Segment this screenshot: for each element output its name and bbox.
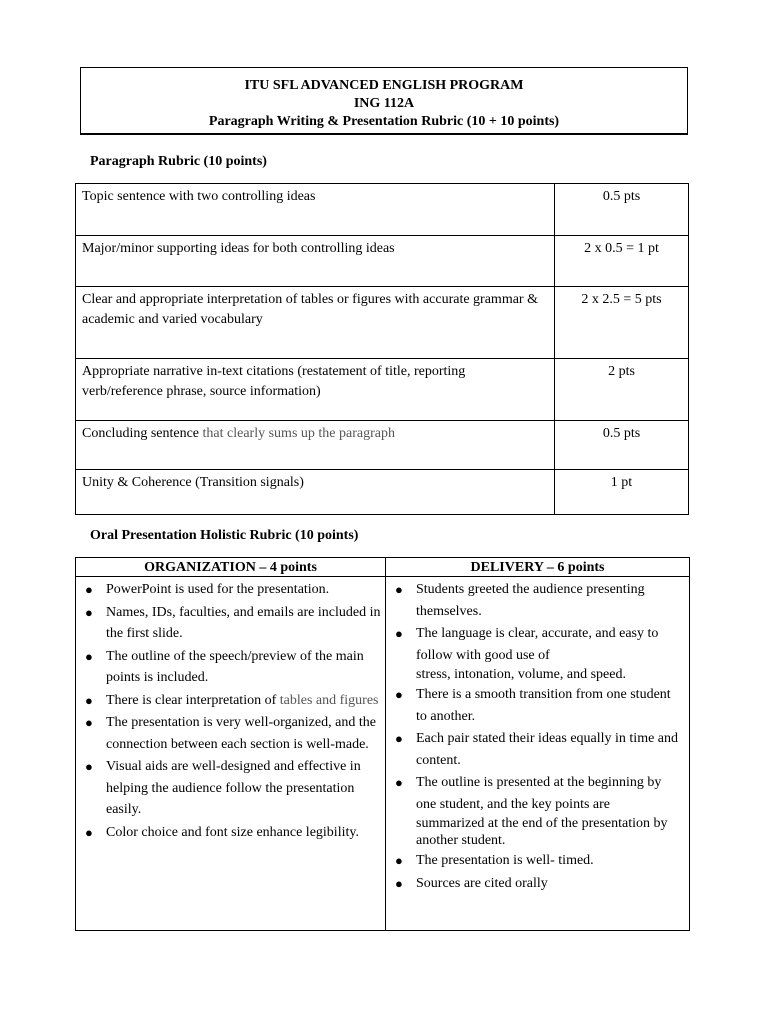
program-title: ITU SFL ADVANCED ENGLISH PROGRAM (244, 78, 524, 93)
document-header (80, 67, 688, 135)
table-row (76, 287, 689, 359)
organization-list (80, 579, 381, 843)
bullet-icon: ● (85, 692, 93, 708)
table-row (76, 184, 689, 236)
bullet-icon: ● (85, 604, 93, 620)
list-item: ● The language is clear, accurate, and easy to follow with good use of stress, intonation, volume, and speed. (390, 623, 685, 683)
oral-rubric-heading: Oral Presentation Holistic Rubric (10 points) (90, 528, 359, 543)
bullet-icon: ● (395, 775, 403, 790)
delivery-header: DELIVERY – 6 points (386, 558, 690, 577)
criterion-text-gray: that clearly sums up the paragraph (199, 426, 395, 441)
criterion-cell: Topic sentence with two controlling ideas (76, 184, 555, 236)
list-item: ● The outline of the speech/preview of the main points is included. (80, 646, 381, 689)
bullet-icon: ● (85, 759, 93, 774)
list-item: ● The presentation is very well-organized, and the connection between each section is well-made. (80, 712, 381, 755)
table-row (76, 236, 689, 287)
rubric-title: Paragraph Writing & Presentation Rubric (10 + 10 points) (208, 114, 560, 129)
bullet-icon: ● (395, 582, 403, 597)
bullet-icon: ● (85, 824, 93, 840)
bullet-icon: ● (85, 715, 93, 730)
points-cell: 0.5 pts (555, 184, 689, 236)
points-cell: 2 x 2.5 = 5 pts (555, 287, 689, 359)
bullet-icon: ● (395, 626, 403, 641)
paragraph-rubric-table (75, 183, 689, 515)
delivery-list (390, 579, 685, 894)
bullet-icon: ● (395, 687, 403, 702)
table-header-row (76, 558, 690, 577)
list-item: ● The presentation is well- timed. (390, 850, 685, 872)
delivery-cell (386, 577, 690, 931)
list-item: ● Color choice and font size enhance legibility. (80, 822, 381, 844)
criterion-text: Concluding sentence (82, 426, 200, 441)
criterion-cell: Major/minor supporting ideas for both controlling ideas (76, 236, 555, 287)
gray-text: tables and figures (279, 692, 379, 708)
bullet-icon: ● (85, 582, 93, 597)
criterion-cell: Clear and appropriate interpretation of tables or figures with accurate grammar & academic and varied vocabulary (76, 287, 555, 359)
table-row (76, 577, 690, 931)
oral-rubric-table (75, 557, 690, 931)
points-cell: 2 x 0.5 = 1 pt (555, 236, 689, 287)
criterion-cell: Appropriate narrative in-text citations (restatement of title, reporting verb/reference phrase, source information) (76, 359, 555, 421)
paragraph-rubric-heading: Paragraph Rubric (10 points) (90, 154, 267, 169)
criterion-cell (76, 421, 555, 470)
bullet-icon: ● (85, 648, 93, 664)
list-item: ● There is a smooth transition from one student to another. (390, 684, 685, 727)
points-cell: 0.5 pts (555, 421, 689, 470)
bullet-icon: ● (395, 875, 403, 891)
criterion-cell: Unity & Coherence (Transition signals) (76, 470, 555, 515)
list-item: ● Sources are cited orally (390, 873, 685, 895)
list-item: ● Each pair stated their ideas equally in time and content. (390, 728, 685, 771)
course-code: ING 112A (353, 96, 415, 111)
table-row (76, 359, 689, 421)
table-row (76, 470, 689, 515)
points-cell: 1 pt (555, 470, 689, 515)
points-cell: 2 pts (555, 359, 689, 421)
bullet-icon: ● (395, 853, 403, 868)
list-item: ● Students greeted the audience presenting themselves. (390, 579, 685, 622)
table-row (76, 421, 689, 470)
bullet-icon: ● (395, 731, 403, 746)
list-item: ● PowerPoint is used for the presentation. (80, 579, 381, 601)
list-item: ● Names, IDs, faculties, and emails are included in the first slide. (80, 602, 381, 645)
list-item: ● The outline is presented at the beginning by one student, and the key points are summarized at the end of the presentation by another student. (390, 772, 685, 849)
list-item: ● There is clear interpretation of tables and figures (80, 690, 381, 712)
organization-header: ORGANIZATION – 4 points (76, 558, 386, 577)
organization-cell (76, 577, 386, 931)
list-item: ● Visual aids are well-designed and effective in helping the audience follow the presentation easily. (80, 756, 381, 821)
